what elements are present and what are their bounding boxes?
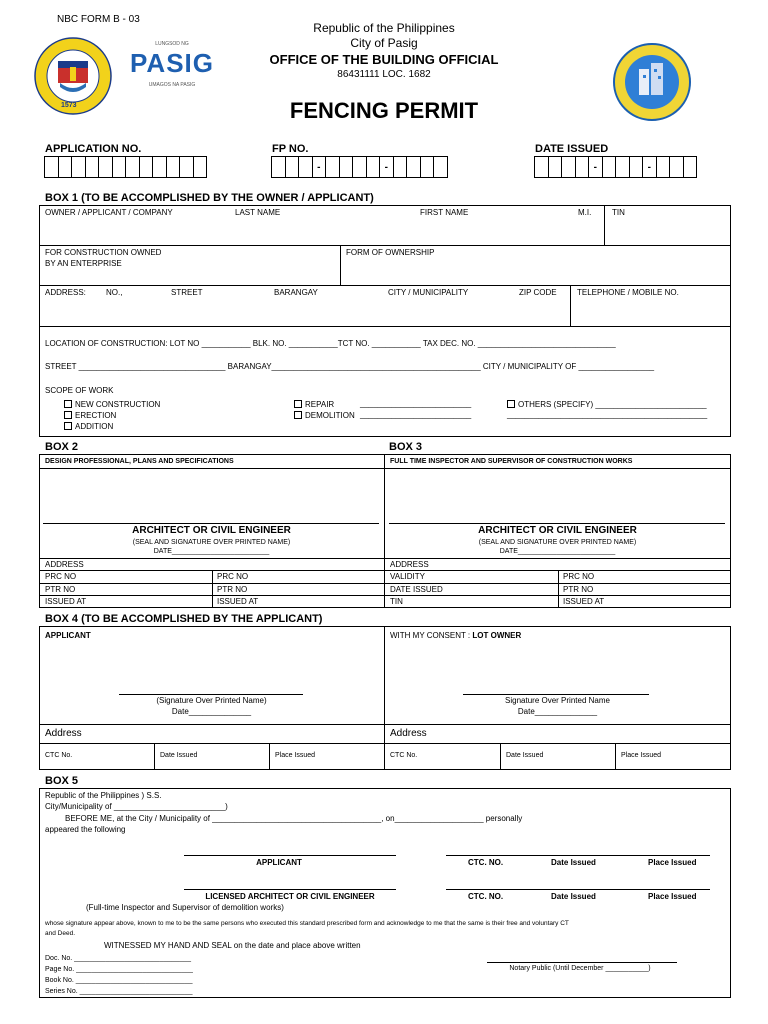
box2-seal: (SEAL AND SIGNATURE OVER PRINTED NAME) <box>132 539 291 546</box>
application-no-label: APPLICATION NO. <box>45 143 142 155</box>
zip-label: ZIP CODE <box>519 288 557 297</box>
box5-city: City/Municipality of _________________________) <box>45 802 228 811</box>
addition-checkbox[interactable]: ADDITION <box>64 422 113 431</box>
repair-blank: _________________________ <box>360 399 472 408</box>
box5-ctc2: CTC. NO. <box>468 892 504 901</box>
page-title: FENCING PERMIT <box>289 98 479 123</box>
pasig-logo <box>130 42 214 102</box>
box4-date-issued-right: Date Issued <box>506 752 544 759</box>
box3-prc: PRC NO <box>563 572 595 581</box>
box5-title: BOX 5 <box>45 775 79 787</box>
form-of-ownership-label: FORM OF OWNERSHIP <box>346 248 435 257</box>
box2-prc2: PRC NO <box>217 572 249 581</box>
box3-tin: TIN <box>390 597 403 606</box>
box2-ptr1: PTR NO <box>45 585 76 594</box>
box2-issued2: ISSUED AT <box>217 597 259 606</box>
office-phone: 86431111 LOC. 1682 <box>337 69 431 80</box>
box4-ctc-left: CTC No. <box>45 752 73 759</box>
box4-date-left: Date______________ <box>171 707 252 716</box>
address-no-label: NO., <box>106 288 123 297</box>
box3-subtitle: FULL TIME INSPECTOR AND SUPERVISOR OF CONSTRUCTION WORKS <box>390 458 633 465</box>
box5-series-no: Series No. _____________________________ <box>45 988 193 995</box>
owner-label: OWNER / APPLICANT / COMPANY <box>45 208 173 217</box>
date-issued-label: DATE ISSUED <box>535 143 609 155</box>
box5-date-issued: Date Issued <box>551 858 596 867</box>
address-label: ADDRESS: <box>45 288 86 297</box>
demolition-blank: _________________________ <box>360 410 472 419</box>
box4-place-issued-left: Place Issued <box>275 752 316 759</box>
box5-ctc: CTC. NO. <box>468 858 504 867</box>
box3-issued: ISSUED AT <box>563 597 605 606</box>
telephone-label: TELEPHONE / MOBILE NO. <box>577 288 679 297</box>
box5-witness: WITNESSED MY HAND AND SEAL on the date and place above written <box>104 941 361 950</box>
first-name-label: FIRST NAME <box>420 208 469 217</box>
form-code: NBC FORM B - 03 <box>57 14 140 25</box>
box3-date: DATE_________________________ <box>499 548 616 555</box>
box5-appeared: appeared the following <box>45 825 126 834</box>
box3-role: ARCHITECT OR CIVIL ENGINEER <box>478 525 637 536</box>
location-line: LOCATION OF CONSTRUCTION: LOT NO ___________ BLK. NO. ___________TCT NO. ___________ TAX DEC. NO. _______________________________ <box>45 339 616 348</box>
city-line: City of Pasig <box>350 36 418 50</box>
box4-sig-left: (Signature Over Printed Name) <box>156 696 267 705</box>
box5-before-me: BEFORE ME, at the City / Municipality of ______________________________________, on____________________ personally <box>65 814 523 823</box>
box4-consent: WITH MY CONSENT : LOT OWNER <box>390 631 522 640</box>
fp-no-label: FP NO. <box>272 143 309 155</box>
others-checkbox[interactable]: OTHERS (SPECIFY) _________________________ <box>507 400 707 409</box>
box4-ctc-right: CTC No. <box>390 752 418 759</box>
box4-place-issued-right: Place Issued <box>621 752 662 759</box>
box2-date: DATE_________________________ <box>153 548 270 555</box>
box5-republic: Republic of the Philippines ) S.S. <box>45 791 162 800</box>
erection-checkbox[interactable]: ERECTION <box>64 411 116 420</box>
office-title: OFFICE OF THE BUILDING OFFICIAL <box>269 52 499 67</box>
box2-prc1: PRC NO <box>45 572 77 581</box>
box5-statement-2: and Deed. <box>45 930 75 937</box>
box2-role: ARCHITECT OR CIVIL ENGINEER <box>132 525 291 536</box>
mi-label: M.I. <box>578 208 592 217</box>
demolition-checkbox[interactable]: DEMOLITION <box>294 411 355 420</box>
box2-issued1: ISSUED AT <box>45 597 87 606</box>
box3-validity: VALIDITY <box>390 572 425 581</box>
repair-checkbox[interactable]: REPAIR <box>294 400 334 409</box>
logo-top: LUNGSOD NG <box>155 41 189 47</box>
republic-line: Republic of the Philippines <box>313 21 455 35</box>
for-construction-label-2: BY AN ENTERPRISE <box>45 259 122 268</box>
box5-page-no: Page No. ______________________________ <box>45 966 193 973</box>
box2-ptr2: PTR NO <box>217 585 248 594</box>
tin-label: TIN <box>612 208 625 217</box>
box5-fulltime: (Full-time Inspector and Supervisor of demolition works) <box>86 903 284 912</box>
street-label: STREET <box>171 288 203 297</box>
box4-address-left: Address <box>45 728 82 739</box>
street-line: STREET _________________________________ BARANGAY_______________________________________________ CITY / MUNICIPALITY OF _________________ <box>45 362 655 371</box>
box5-applicant: APPLICANT <box>256 858 302 867</box>
box5-place-issued: Place Issued <box>648 858 697 867</box>
city-label: CITY / MUNICIPALITY <box>388 288 469 297</box>
box5-place-issued2: Place Issued <box>648 892 697 901</box>
box4-date-issued-left: Date Issued <box>160 752 198 759</box>
box3-ptr: PTR NO <box>563 585 594 594</box>
last-name-label: LAST NAME <box>235 208 281 217</box>
box2-address: ADDRESS <box>45 560 84 569</box>
box2-title: BOX 2 <box>45 441 79 453</box>
box3-seal: (SEAL AND SIGNATURE OVER PRINTED NAME) <box>478 539 637 546</box>
box5-book-no: Book No. ______________________________ <box>45 977 193 984</box>
barangay-label: BARANGAY <box>274 288 318 297</box>
box4-address-right: Address <box>390 728 427 739</box>
for-construction-label: FOR CONSTRUCTION OWNED <box>45 248 162 257</box>
box4-sig-right: Signature Over Printed Name <box>505 696 610 705</box>
box3-address: ADDRESS <box>390 560 429 569</box>
fp-no-cells[interactable]: - - <box>272 156 448 178</box>
date-issued-cells[interactable]: - - <box>535 156 697 178</box>
box1-title: BOX 1 (TO BE ACCOMPLISHED BY THE OWNER / APPLICANT) <box>45 192 374 204</box>
application-no-cells[interactable] <box>45 156 207 178</box>
box4-applicant: APPLICANT <box>45 631 91 640</box>
logo-sub: UMAGOS NA PASIG <box>148 82 196 88</box>
building-official-seal-icon <box>613 43 691 121</box>
box5-licensed: LICENSED ARCHITECT OR CIVIL ENGINEER <box>205 892 375 901</box>
box5-notary: Notary Public (Until December ___________) <box>509 965 651 972</box>
seal-year: 1573 <box>61 102 77 109</box>
box3-date-issued: DATE ISSUED <box>390 585 443 594</box>
others-line: _____________________________________________ <box>507 410 708 419</box>
box3-title: BOX 3 <box>389 441 423 453</box>
box5-doc-no: Doc. No. ______________________________ <box>45 955 191 962</box>
box4-date-right: Date______________ <box>517 707 598 716</box>
box4-title: BOX 4 (TO BE ACCOMPLISHED BY THE APPLICANT) <box>45 613 323 625</box>
logo-main: PASIG <box>130 48 214 78</box>
new-construction-checkbox[interactable]: NEW CONSTRUCTION <box>64 400 160 409</box>
box5-statement: whose signature appear above, known to me to be the same persons who executed this standard prescribed form and acknowledge to me that the same is their free and voluntary CT <box>45 920 569 927</box>
box5-date-issued2: Date Issued <box>551 892 596 901</box>
scope-of-work-label: SCOPE OF WORK <box>45 386 114 395</box>
box2-subtitle: DESIGN PROFESSIONAL, PLANS AND SPECIFICATIONS <box>45 458 234 465</box>
